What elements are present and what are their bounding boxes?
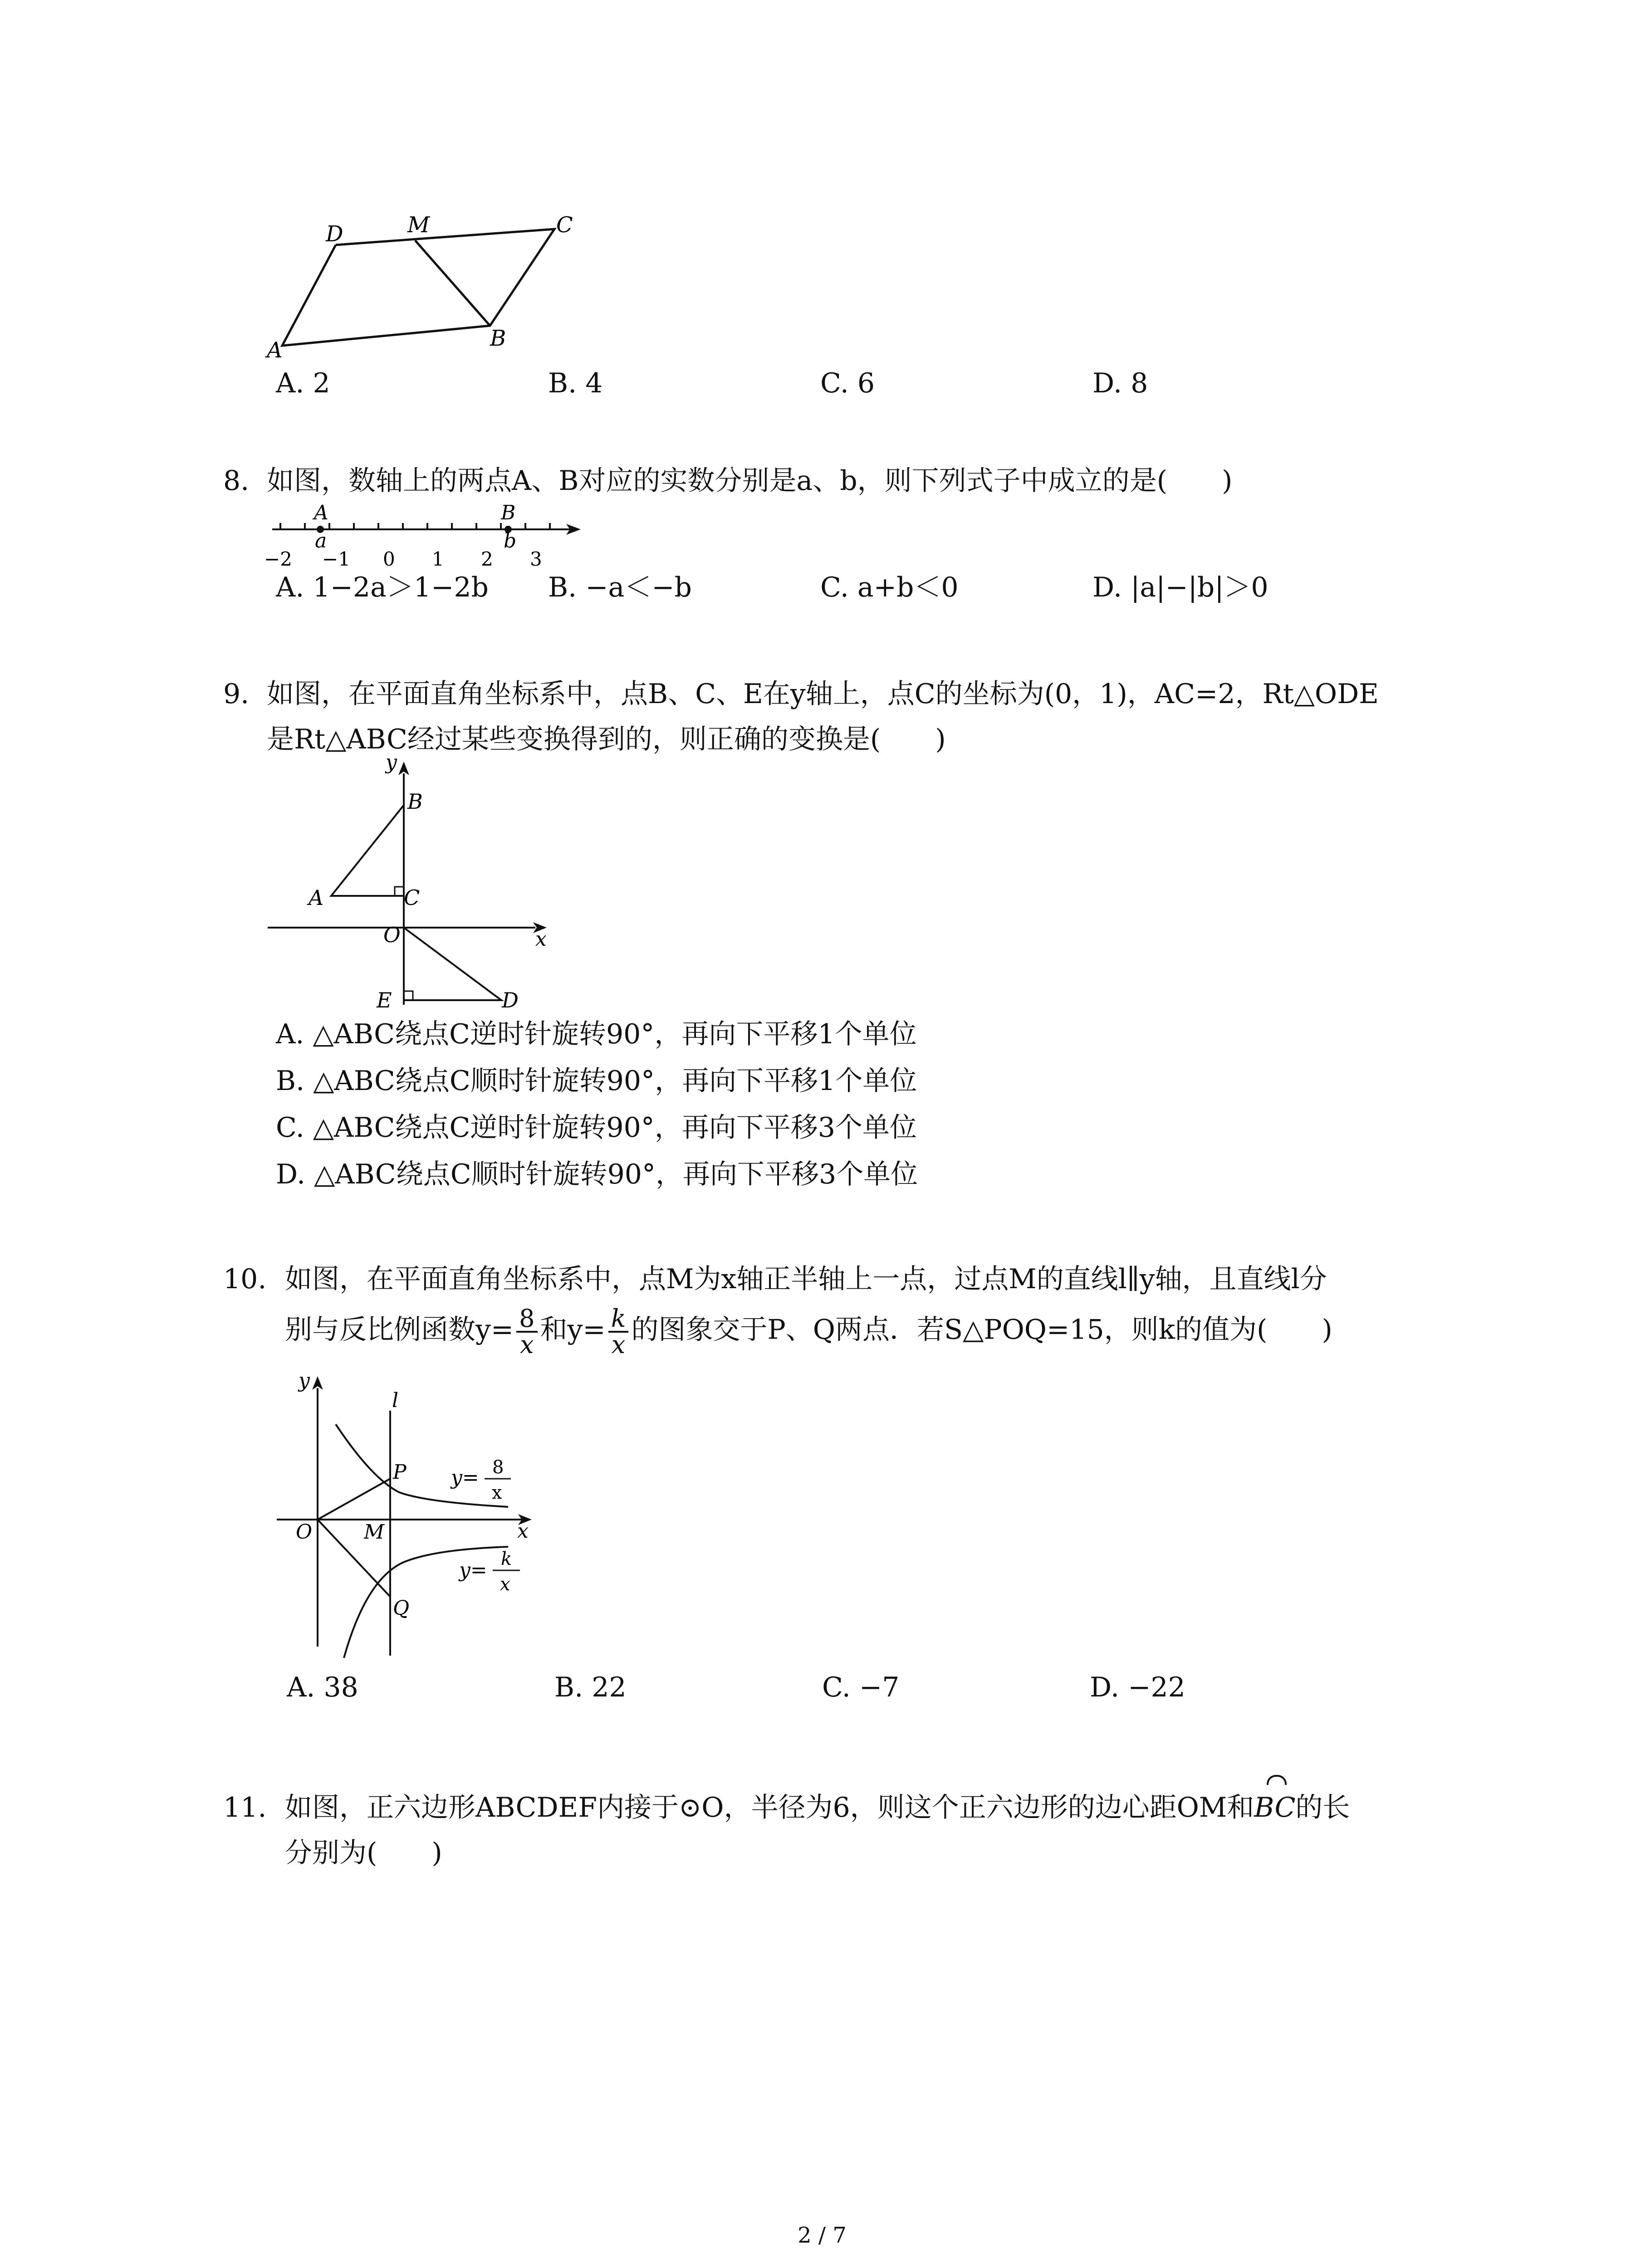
- q7-segment-MB: [415, 240, 490, 326]
- q10-curve1-label-den: x: [492, 1482, 502, 1503]
- q9-label-C: C: [404, 885, 420, 910]
- q7-option-a[interactable]: A. 2: [276, 367, 330, 399]
- q10-fraction-k-over-x: [608, 1306, 629, 1357]
- q7-parallelogram-outline: [282, 229, 554, 346]
- q10-label-y: y: [299, 1374, 310, 1392]
- q10-line2-post: 的图象交于P、Q两点．若S△POQ=15，则k的值为( ): [631, 1314, 1332, 1346]
- q7-label-B: B: [490, 326, 506, 351]
- q8-tick-label: 1: [432, 548, 444, 569]
- q8-tick-label: 3: [530, 548, 542, 569]
- q9-y-axis-arrow: [398, 762, 409, 775]
- q10-frac1-num: 8: [516, 1306, 537, 1333]
- q10-question-line2: [285, 1306, 1332, 1357]
- q9-question-line1: 如图，在平面直角坐标系中，点B、C、E在y轴上，点C的坐标为(0，1)，AC=2，Rt△ODE: [267, 678, 1379, 710]
- q8-option-d[interactable]: D. |a|−|b|＞0: [1092, 572, 1269, 603]
- q8-number-line-figure: [263, 501, 590, 569]
- q8-option-a[interactable]: A. 1−2a＞1−2b: [276, 572, 489, 603]
- q10-y-axis-arrow: [312, 1376, 323, 1390]
- q10-frac2-den: x: [611, 1330, 626, 1359]
- q11-number: 11.: [223, 1792, 267, 1823]
- q7-label-D: D: [326, 221, 343, 247]
- q9-label-B: B: [407, 789, 423, 814]
- q10-label-l: l: [392, 1389, 399, 1412]
- q10-line2-pre: 别与反比例函数y=: [285, 1314, 514, 1346]
- q10-frac2-num: k: [608, 1306, 629, 1333]
- q8-label-B: B: [501, 501, 516, 524]
- q7-option-c[interactable]: C. 6: [820, 367, 875, 399]
- q11-arc-BC: BC: [1254, 1785, 1295, 1830]
- q10-number: 10.: [223, 1263, 267, 1295]
- q9-label-x: x: [535, 928, 547, 951]
- q7-option-d[interactable]: D. 8: [1092, 367, 1148, 399]
- q9-number: 9.: [223, 678, 250, 710]
- page-number: 2 / 7: [798, 2223, 847, 2248]
- q9-label-E: E: [377, 988, 392, 1012]
- q10-option-c[interactable]: C. −7: [822, 1672, 900, 1703]
- q8-tick-label: 0: [383, 548, 395, 569]
- q9-right-angle-E: [404, 991, 413, 1000]
- q8-question-text: 如图，数轴上的两点A、B对应的实数分别是a、b，则下列式子中成立的是( ): [267, 465, 1233, 497]
- q9-label-O: O: [383, 923, 401, 947]
- q9-option-c[interactable]: C. △ABC绕点C逆时针旋转90°，再向下平移3个单位: [276, 1112, 917, 1144]
- q10-label-Q: Q: [393, 1597, 410, 1620]
- q7-label-C: C: [556, 212, 573, 238]
- q11-line1-pre: 如图，正六边形ABCDEF内接于⊙O，半径为6，则这个正六边形的边心距OM和: [285, 1792, 1254, 1823]
- q10-curve1-label-prefix: y=: [451, 1466, 479, 1489]
- q11-line1-post: 的长: [1295, 1792, 1350, 1823]
- q9-right-angle-C: [395, 887, 404, 896]
- q9-label-y: y: [386, 755, 397, 774]
- q10-label-O: O: [296, 1520, 313, 1544]
- q10-curve2-label-num: k: [501, 1549, 512, 1569]
- q9-label-A: A: [309, 885, 324, 910]
- q9-option-b[interactable]: B. △ABC绕点C顺时针旋转90°，再向下平移1个单位: [276, 1065, 917, 1097]
- q10-frac1-den: x: [520, 1330, 534, 1359]
- q8-tick-label: 2: [481, 548, 493, 569]
- q10-curve2-label-den: x: [500, 1574, 510, 1595]
- q10-option-a[interactable]: A. 38: [287, 1672, 358, 1703]
- q8-label-A: A: [314, 501, 328, 524]
- q9-question-line2: 是Rt△ABC经过某些变换得到的，则正确的变换是( ): [267, 723, 946, 755]
- q8-label-a: a: [315, 529, 327, 552]
- q11-question-line1: [285, 1785, 1350, 1830]
- q9-label-D: D: [502, 988, 519, 1012]
- q10-option-b[interactable]: B. 22: [554, 1672, 627, 1703]
- q10-option-d[interactable]: D. −22: [1090, 1672, 1185, 1703]
- q8-tick-label: −1: [322, 548, 350, 569]
- q10-label-P: P: [393, 1461, 407, 1484]
- q10-fraction-8-over-x: [516, 1306, 537, 1357]
- q8-option-b[interactable]: B. −a＜−b: [548, 572, 692, 603]
- q10-hyperbola-figure: [263, 1374, 590, 1665]
- q9-option-a[interactable]: A. △ABC绕点C逆时针旋转90°，再向下平移1个单位: [276, 1018, 917, 1050]
- q10-label-x: x: [517, 1520, 529, 1543]
- q8-number: 8.: [223, 465, 250, 497]
- q7-option-b[interactable]: B. 4: [548, 367, 603, 399]
- q7-parallelogram-figure: [254, 204, 617, 367]
- q9-triangle-ABC: [331, 805, 404, 896]
- q9-coordinate-figure: [263, 755, 608, 1014]
- q9-triangle-ODE: [404, 928, 501, 1000]
- q10-segment-OP: [318, 1479, 390, 1520]
- q7-label-M: M: [407, 212, 430, 238]
- q10-line2-mid: 和y=: [540, 1314, 606, 1346]
- q11-question-line2: 分别为( ): [285, 1837, 442, 1869]
- q10-curve1-label-num: 8: [492, 1457, 504, 1478]
- q7-label-A: A: [267, 337, 283, 363]
- q9-option-d[interactable]: D. △ABC绕点C顺时针旋转90°，再向下平移3个单位: [276, 1158, 918, 1190]
- q10-question-line1: 如图，在平面直角坐标系中，点M为x轴正半轴上一点，过点M的直线l∥y轴，且直线l分: [285, 1263, 1327, 1295]
- q10-curve2-label-prefix: y=: [459, 1559, 487, 1582]
- q8-tick-label: −2: [264, 548, 292, 569]
- q8-option-c[interactable]: C. a+b＜0: [820, 572, 959, 603]
- q10-label-M: M: [364, 1520, 385, 1544]
- q8-label-b: b: [504, 529, 517, 552]
